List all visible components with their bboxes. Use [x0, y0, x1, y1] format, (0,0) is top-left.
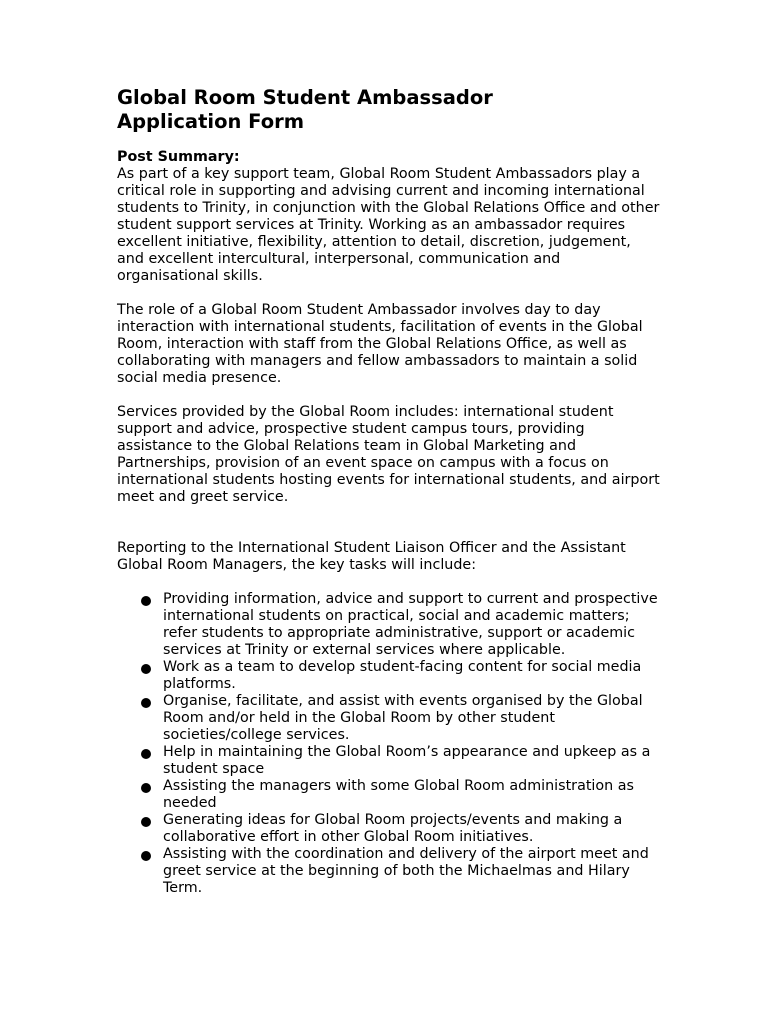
- list-item: [117, 812, 662, 846]
- paragraph-intro: As part of a key support team, Global Room Student Ambassadors play a critical role in supporting and advising current and incoming international students to Trinity, in conjunction with the Global Relations Office and other student support services at Trinity. Working as an ambassador requires excellent initiative, flexibility, attention to detail, discretion, judgement, and excellent intercultural, interpersonal, communication and organisational skills.: [117, 166, 660, 284]
- list-item: [117, 591, 662, 659]
- bullet-icon: [141, 596, 151, 606]
- task-text: Help in maintaining the Global Room’s appearance and upkeep as a student space: [163, 744, 651, 777]
- bullet-icon: [141, 698, 151, 708]
- paragraph-reporting: Reporting to the International Student Liaison Officer and the Assistant Global Room Managers, the key tasks will include:: [117, 540, 626, 573]
- task-text: Organise, facilitate, and assist with events organised by the Global Room and/or held in the Global Room by other student societies/college services.: [163, 693, 643, 743]
- title-line-1: Global Room Student Ambassador: [117, 86, 493, 109]
- list-item: [117, 744, 662, 778]
- document-page: [117, 86, 662, 897]
- bullet-icon: [141, 851, 151, 861]
- list-item: [117, 659, 662, 693]
- task-text: Work as a team to develop student-facing content for social media platforms.: [163, 659, 642, 692]
- list-item: [117, 693, 662, 744]
- bullet-icon: [141, 664, 151, 674]
- key-tasks-list: [117, 591, 662, 897]
- document-title: [117, 86, 662, 134]
- task-text: Generating ideas for Global Room projects/events and making a collaborative effort in other Global Room initiatives.: [163, 812, 623, 845]
- list-item: [117, 778, 662, 812]
- paragraph-services: Services provided by the Global Room includes: international student support and advice, prospective student campus tours, providing assistance to the Global Relations team in Global Marketing and Partnerships, provision of an event space on campus with a focus on international students hosting events for international students, and airport meet and greet service.: [117, 404, 660, 505]
- task-text: Providing information, advice and support to current and prospective international students on practical, social and academic matters; refer students to appropriate administrative, support or academic services at Trinity or external services where applicable.: [163, 591, 658, 658]
- bullet-icon: [141, 749, 151, 759]
- list-item: [117, 846, 662, 897]
- title-line-2: Application Form: [117, 110, 305, 133]
- bullet-icon: [141, 817, 151, 827]
- paragraph-role: The role of a Global Room Student Ambassador involves day to day interaction with international students, facilitation of events in the Global Room, interaction with staff from the Global Relations Office, as well as collaborating with managers and fellow ambassadors to maintain a solid social media presence.: [117, 302, 643, 386]
- post-summary-heading: Post Summary:: [117, 149, 240, 165]
- task-text: Assisting with the coordination and delivery of the airport meet and greet service at the beginning of both the Michaelmas and Hilary Term.: [163, 846, 649, 896]
- bullet-icon: [141, 783, 151, 793]
- task-text: Assisting the managers with some Global Room administration as needed: [163, 778, 634, 811]
